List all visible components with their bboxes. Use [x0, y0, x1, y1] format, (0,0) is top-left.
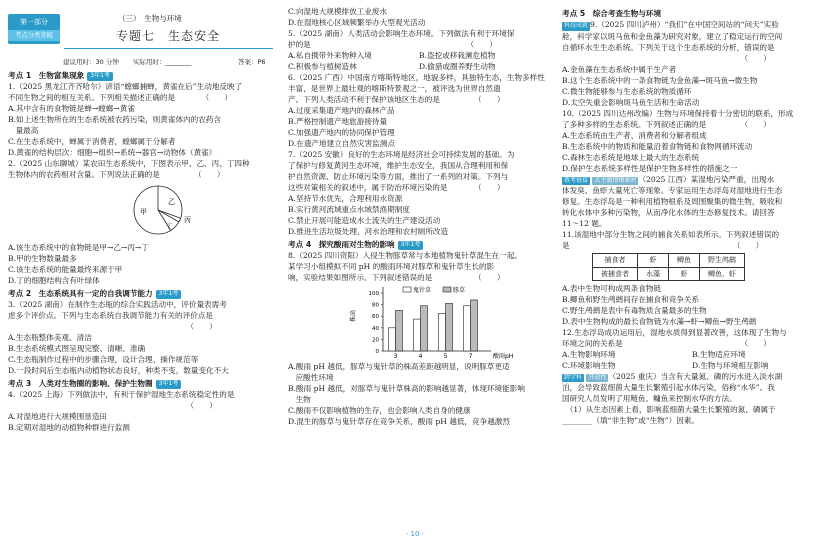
topic-tag: 跨学科	[564, 373, 583, 381]
option-row	[288, 61, 550, 72]
question-line: 这些对策相关的叙述中，属于防治环境污染的是 （ ）	[288, 183, 505, 192]
question-10	[562, 108, 822, 174]
x-tick-label: 7	[468, 353, 473, 360]
question-line: （1）从生态因素上看，影响蓝细菌大量生长繁殖的氮、磷属于	[562, 405, 776, 415]
question-line: 护的是 （ ）	[288, 40, 497, 49]
bar-tuncao	[421, 306, 428, 351]
option: C.向湿地大规模排放工业废水	[288, 7, 388, 16]
question-7	[288, 149, 550, 237]
header-divider	[64, 48, 273, 49]
topic-tag: 开放性	[588, 373, 607, 381]
question-line: 环境之间的关系是 （ ）	[562, 338, 771, 348]
question-line: 不同生物之间的相互关系。下列相关描述正确的是 （ ）	[8, 93, 233, 102]
context-passage	[562, 174, 822, 230]
passage-line: 体发臭、鱼虾大量死亡等现象。专家运用生态浮岛对湿地进行生态	[562, 186, 783, 196]
frequency-badge: 3年1考	[156, 380, 182, 389]
y-tick-label: 80	[372, 302, 379, 309]
time-suggest: 建议用时：30 分钟	[63, 58, 119, 66]
pie-figure	[8, 180, 273, 242]
time-actual: 实际用时：________	[132, 58, 192, 66]
table-cell: 鲫鱼、虾	[700, 267, 745, 280]
question-line: 5.（2025 湖南）人类活动会影响生态环境。下列做法有利于环境保	[288, 29, 515, 38]
option: D.在湿地核心区域频繁举办大型观光活动	[288, 18, 426, 27]
legend-label: 鬼针草	[413, 287, 432, 294]
column-middle	[288, 6, 550, 427]
x-tick-label: 3	[393, 353, 398, 360]
part-tag	[8, 14, 60, 44]
section-heading: 考点 1 生物富集现象 3年1考	[8, 70, 273, 81]
option: D.保护生态系统多样性是保护生物多样性的措施之一	[562, 163, 738, 173]
question-11	[562, 229, 822, 326]
question-line: 6.（2025 广西）中国南方喀斯特地区，地貌多样，具独特生态，生物多样性	[288, 73, 545, 82]
question-line: 国研究人员发明了用鲢鱼、鳙鱼来控制水华的方法。	[562, 394, 737, 404]
option: C.在生态系统中，蝉属于消费者，螳螂属于分解者	[8, 137, 176, 146]
header	[8, 6, 273, 68]
question-2	[8, 158, 273, 286]
option: A.该生态系统中的食物链是甲→乙→丙→丁	[8, 243, 149, 252]
option: A.其中含有的食物链是蝉→螳螂→黄雀	[8, 104, 135, 113]
option: A.生物影响环境	[562, 349, 616, 359]
table-cell: 鲫鱼	[669, 254, 700, 267]
question-line: （ ）	[8, 322, 217, 331]
table-cell: 野生鸬鹚	[700, 254, 745, 267]
pie-chart	[8, 180, 273, 242]
option: B.生物适应环境	[692, 349, 746, 359]
answer-ref: 答案：P6	[238, 58, 266, 66]
option: C.该生态系统的能量最终来源于甲	[8, 265, 123, 274]
bar-tuncao	[446, 303, 453, 351]
question-12	[562, 327, 822, 371]
question-line: 是 （ ）	[562, 241, 764, 251]
option: A.私自携带外来物种入境	[288, 51, 372, 60]
part-sub-label: 考点分类突破	[8, 30, 60, 41]
bar-chart-figure	[288, 283, 550, 361]
option: B.实行黄河流域重点水域禁渔期制度	[288, 205, 410, 214]
option: C.微生物能够参与生态系统的物质循环	[562, 86, 692, 96]
option: D.在遗产地建立自然灾害监测点	[288, 139, 395, 148]
question-line: 虑多个评价点。下列与生态系统自我调节能力有关的评价点是	[8, 311, 214, 320]
question-line: （ ）	[8, 401, 217, 410]
table-cell: 虾	[638, 254, 669, 267]
option: A.生态系统由生产者、消费者和分解者组成	[562, 130, 707, 140]
predation-table	[592, 253, 745, 280]
y-tick-label: 20	[372, 337, 379, 344]
option: B.生态系统中的物质和能量沿着食物链和食物网循环流动	[562, 141, 753, 151]
question-line: 8.（2025 四川资阳）入侵生物豚草常与本地植物鬼针草混生在一起。	[288, 251, 523, 260]
y-tick-label: 60	[372, 314, 379, 321]
legend-swatch	[443, 287, 451, 292]
question-line: 2.（2025 山东聊城）某农田生态系统中，下图表示甲、乙、丙、丁四种	[8, 159, 250, 168]
question-line: 舱，科学家以斑马鱼和金鱼藻为研究对象，建立了稳定运行的空间	[562, 31, 783, 41]
question-line: 12.生态浮岛成功运用后，湿地水质得到显著改善，这体现了生物与	[562, 327, 787, 337]
bar-tuncao	[396, 310, 403, 351]
section-heading: 考点 4 探究酸雨对生物的影响 3年1考	[288, 239, 550, 250]
option: A.对湿地进行大规模围垦造田	[8, 412, 108, 421]
bar-guizhencao	[389, 328, 396, 351]
question-line: 11.该湿地中部分生物之间的捕食关系如表所示。下列叙述错误的	[562, 230, 780, 240]
option-row	[288, 50, 550, 61]
option: D.表中生物构成的最长食物链为水藻→虾→鲫鱼→野生鸬鹚	[562, 316, 757, 326]
option: B.如上述生物所在的生态系统被农药污染，则黄雀体内的农药含	[8, 115, 222, 124]
page-title: 专题七 生态安全	[116, 29, 221, 43]
y-tick-label: 40	[372, 325, 379, 332]
option: A.过度采集遗产地内的森林产品	[288, 106, 395, 115]
question-5	[288, 28, 550, 72]
question-line: 产。下列人类活动不利于保护该地区生态的是 （ ）	[288, 95, 505, 104]
part-label: 第一部分	[20, 18, 48, 26]
option: A.金鱼藻在生态系统中属于生产者	[562, 64, 677, 74]
question-line: （ ）	[562, 53, 771, 63]
option-row	[562, 360, 822, 371]
pie-label-bing: 丙	[184, 216, 191, 224]
option: B.严格控制遗产地旅游接待量	[288, 117, 388, 126]
option: D.丁的细胞结构含有叶绿体	[8, 276, 100, 285]
option: D.推进生活垃圾处理、河水治理和农村厕所改造	[288, 227, 449, 236]
question-9	[562, 19, 822, 108]
table-cell: 水藻	[638, 267, 669, 280]
bar-chart	[288, 283, 550, 361]
unit-subtitle: （三） 生物与环境	[118, 14, 182, 23]
section-heading: 考点 2 生态系统具有一定的自我调节能力 3年1考	[8, 288, 273, 299]
table-cell: 虾	[669, 267, 700, 280]
passage-line: 11～12 题。	[562, 219, 607, 229]
question-line: 科技成就 9.（2025 四川泸州）“我们”在中国空间站的“问天”实验	[564, 20, 779, 29]
option: B.定期对湿地的动植物种群进行监测	[8, 423, 130, 432]
question-line: 4.（2025 上海）下列做法中，有利于保护湿地生态系统稳定性的是	[8, 390, 235, 399]
question-line: 7.（2025 安徽）良好的生态环境是经济社会可持续发展的基础。为	[288, 150, 515, 159]
pie-label-ding: 丁	[166, 223, 173, 230]
question-13	[562, 371, 822, 427]
option: D.太空失重会影响斑马鱼生活和生命活动	[562, 97, 700, 107]
frequency-badge: 3年1考	[87, 72, 113, 81]
option: B.生态系统模式图呈现完整、清晰、准确	[8, 344, 146, 353]
frequency-badge: 3年1考	[398, 241, 424, 250]
question-8	[288, 250, 550, 427]
question-line: 丰富，是世界上最壮观的喀斯特景观之一，被评选为世界自然遗	[288, 84, 501, 93]
question-line: 10.（2025 四川达州改编）生物与环境保持着十分密切的联系，形成	[562, 108, 794, 118]
question-line: 了多种多样的生态系统。下列叙述正确的是 （ ）	[562, 119, 771, 129]
x-axis-label: 酸雨pH	[493, 353, 514, 360]
option: D.一段时间后生态瓶内动植物状态良好，种类不变，数量变化不大	[8, 366, 229, 375]
column-right	[562, 6, 822, 426]
time-meta	[63, 58, 203, 67]
column-left	[8, 6, 273, 433]
legend-label: 豚草	[453, 287, 466, 294]
x-tick-label: 4	[418, 353, 423, 360]
question-line: 响，实验结果如图所示。下列叙述错误的是 （ ）	[288, 273, 505, 282]
question-line: ________（填“非生物”或“生物”）因素。	[562, 416, 700, 426]
option: C.森林生态系统是地球上最大的生态系统	[562, 152, 700, 162]
y-axis-label: 株高	[350, 309, 357, 322]
question-line: 自循环水生生态系统。下列关于这个生态系统的分析，错误的是	[562, 42, 775, 52]
section-heading: 考点 3 人类对生物圈的影响、保护生物圈 3年1考	[8, 378, 273, 389]
passage-line: 修复。生态浮岛是一种利用植物根系及周围聚集的微生物，吸收和	[562, 197, 783, 207]
option: D.混生的豚草与鬼针草存在竞争关系，酸雨 pH 越低，竞争越激烈	[288, 417, 510, 426]
passage-line: 教考链接 大主题情境素材 （2025 江西）某湿地污染严重，出现水	[564, 174, 775, 184]
topic-tag: 大主题情境素材	[594, 176, 637, 184]
question-line: 跨学科 开放性 （2025 重庆）当含有大量氮、磷的污水进入淡水湖	[564, 371, 783, 381]
option: 应酸性环境	[288, 373, 334, 382]
option: D.黄雀的结构层次：细胞→组织→系统→器官→动物体（黄雀）	[8, 148, 217, 157]
table-row	[593, 267, 745, 280]
option: D.生物与环境相互影响	[692, 360, 769, 370]
option: 量最高	[8, 126, 39, 135]
question-4	[8, 389, 273, 433]
topic-tag: 教考链接	[564, 176, 589, 184]
option: C.野生鸬鹚是表中有毒物质含量最多的生物	[562, 305, 707, 315]
option: A.酸雨 pH 越低，豚草与鬼针草的株高差距越明显，说明豚草更适	[288, 362, 510, 371]
question-line: 1.（2025 黑龙江齐齐哈尔）谚语“螳螂捕蝉，黄雀在后”生动地反映了	[8, 82, 243, 91]
question-line: 了保护与修复黄河生态环境，维护生态安全，我国从合理利用和保	[288, 161, 509, 170]
option: C.酸雨不仅影响植物的生存，也会影响人类自身的健康	[288, 406, 471, 415]
x-tick-label: 5	[443, 353, 448, 360]
table-row	[593, 254, 745, 267]
option: B.盗挖或移栽濒危植物	[419, 51, 496, 60]
option: C.加强遗产地内的协同保护管理	[288, 128, 395, 137]
question-line: 护自然资源、防止环境污染等方面，推出了一系列的对策。下列与	[288, 172, 509, 181]
option: C.生态瓶制作过程中的步骤合理，设计合理、操作规范等	[8, 355, 199, 364]
option: 生物	[288, 395, 311, 404]
topic-tag: 科技成就	[564, 22, 589, 29]
question-line: 生物体内的农药相对含量。下列说法正确的是 （ ）	[8, 170, 225, 179]
question-1	[8, 81, 273, 158]
option: A.表中生物可构成两条食物链	[562, 283, 662, 293]
option: A.生态瓶整体美观、清洁	[8, 333, 92, 342]
option: C.禁止开展可能造成水土流失的生产建设活动	[288, 216, 441, 225]
section-heading: 考点 5 综合考查生物与环境	[562, 9, 662, 18]
table-cell: 被捕食者	[593, 267, 638, 280]
frequency-badge: 3年1考	[156, 290, 182, 299]
bar-tuncao	[471, 300, 478, 351]
option: C.积极参与植树造林	[288, 62, 357, 71]
option: B.鲫鱼和野生鸬鹚间存在捕食和竞争关系	[562, 294, 700, 304]
option-row	[562, 349, 822, 360]
question-line: 3.（2025 湖南）在制作生态瓶的综合实践活动中，评价量表需考	[8, 300, 227, 309]
bar-guizhencao	[439, 313, 446, 351]
question-line: 泊，会导致蓝细菌大量生长繁殖引起水体污染，俗称“水华”。我	[562, 383, 775, 393]
option: B.甲的生物数量最多	[8, 254, 77, 263]
option: A.坚持节水优先，合理利用水资源	[288, 194, 403, 203]
option: C.环境影响生物	[562, 360, 616, 370]
pie-label-jia: 甲	[140, 208, 147, 216]
y-tick-label: 0	[375, 349, 379, 355]
bar-guizhencao	[414, 319, 421, 351]
option: D.偷猎或圈养野生动物	[419, 62, 496, 71]
question-3	[8, 299, 273, 376]
option: B.酸雨 pH 越低，对豚草与鬼针草株高的影响越显著，体现环境能影响	[288, 384, 525, 393]
legend-swatch	[403, 287, 411, 292]
y-tick-label: 100	[368, 291, 379, 297]
option: B.这个生态系统中的一条食物链为金鱼藻→斑马鱼→微生物	[562, 75, 758, 85]
pie-label-yi: 乙	[168, 198, 175, 206]
question-line: 某学习小组模拟不同 pH 的酸雨环境对豚草和鬼针草生长的影	[288, 262, 495, 271]
bar-guizhencao	[464, 306, 471, 351]
question-6	[288, 72, 550, 149]
table-cell: 捕食者	[593, 254, 638, 267]
page-number: · 10 ·	[406, 529, 424, 538]
passage-line: 转化水体中多种污染物，从而净化水体的生态修复技术。请回答	[562, 208, 775, 218]
